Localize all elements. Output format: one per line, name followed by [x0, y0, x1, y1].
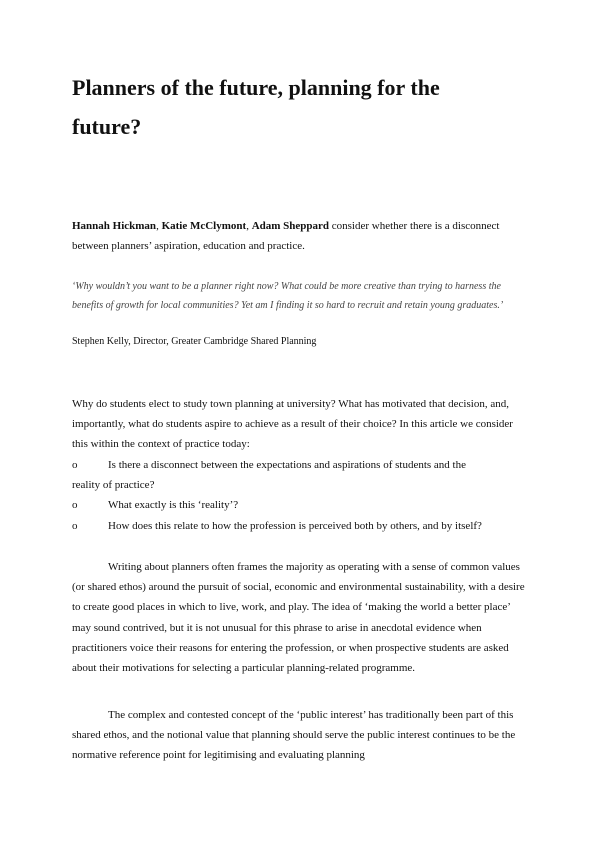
article-title	[72, 68, 542, 146]
author-name: Katie McClymont	[161, 220, 247, 232]
list-item	[72, 495, 532, 515]
list-item	[72, 455, 532, 495]
question-list	[72, 455, 532, 536]
title-line-2: future?	[72, 114, 142, 139]
author-intro	[72, 216, 527, 256]
intro-text: consider whether there is a disconnect between planners’ aspiration, education and practice.	[72, 220, 500, 252]
paragraph-3: The complex and contested concept of the ‘public interest’ has traditionally been part of this shared ethos, and the notional value that planning should serve the public interest continues to be the normative reference point for legitimising and evaluating planning	[72, 709, 516, 762]
paragraph-1: Why do students elect to study town planning at university? What has motivated that decision, and, importantly, what do students aspire to achieve as a result of their choice? In this article we consider this within the context of practice today:	[72, 398, 513, 451]
list-item-continuation: reality of practice?	[72, 479, 155, 492]
author-separator: ,	[156, 220, 162, 232]
bullet-marker: o	[72, 459, 78, 471]
author-name: Hannah Hickman	[72, 220, 157, 232]
pull-quote: ‘Why wouldn’t you want to be a planner right now? What could be more creative than trying to harness the benefits of growth for local communities? Yet am I finding it so hard to recruit and retain young graduates.’	[72, 281, 504, 311]
list-item-text: How does this relate to how the profession is perceived both by others, and by itself?	[108, 519, 482, 532]
author-separator: ,	[246, 220, 252, 232]
author-name: Adam Sheppard	[251, 220, 330, 232]
list-item	[72, 516, 532, 536]
list-item-text: Is there a disconnect between the expectations and aspirations of students and the	[108, 459, 466, 471]
bullet-marker: o	[72, 519, 78, 532]
list-item-text: What exactly is this ‘reality’?	[108, 499, 239, 512]
quote-attribution: Stephen Kelly, Director, Greater Cambridge Shared Planning	[72, 336, 317, 347]
paragraph-2: Writing about planners often frames the majority as operating with a sense of common values (or shared ethos) around the pursuit of social, economic and environmental sustainability, with a desire to create good places in which to live, work, and play. The idea of ‘making the world a better place’ may sound contrived, but it is not unusual for this phrase to arise in anecdotal evidence when practitioners voice their reasons for entering the profession, or when prospective students are asked about their motivations for selecting a particular planning-related programme.	[72, 561, 525, 675]
title-line-1: Planners of the future, planning for the	[72, 75, 440, 100]
bullet-marker: o	[72, 499, 78, 512]
